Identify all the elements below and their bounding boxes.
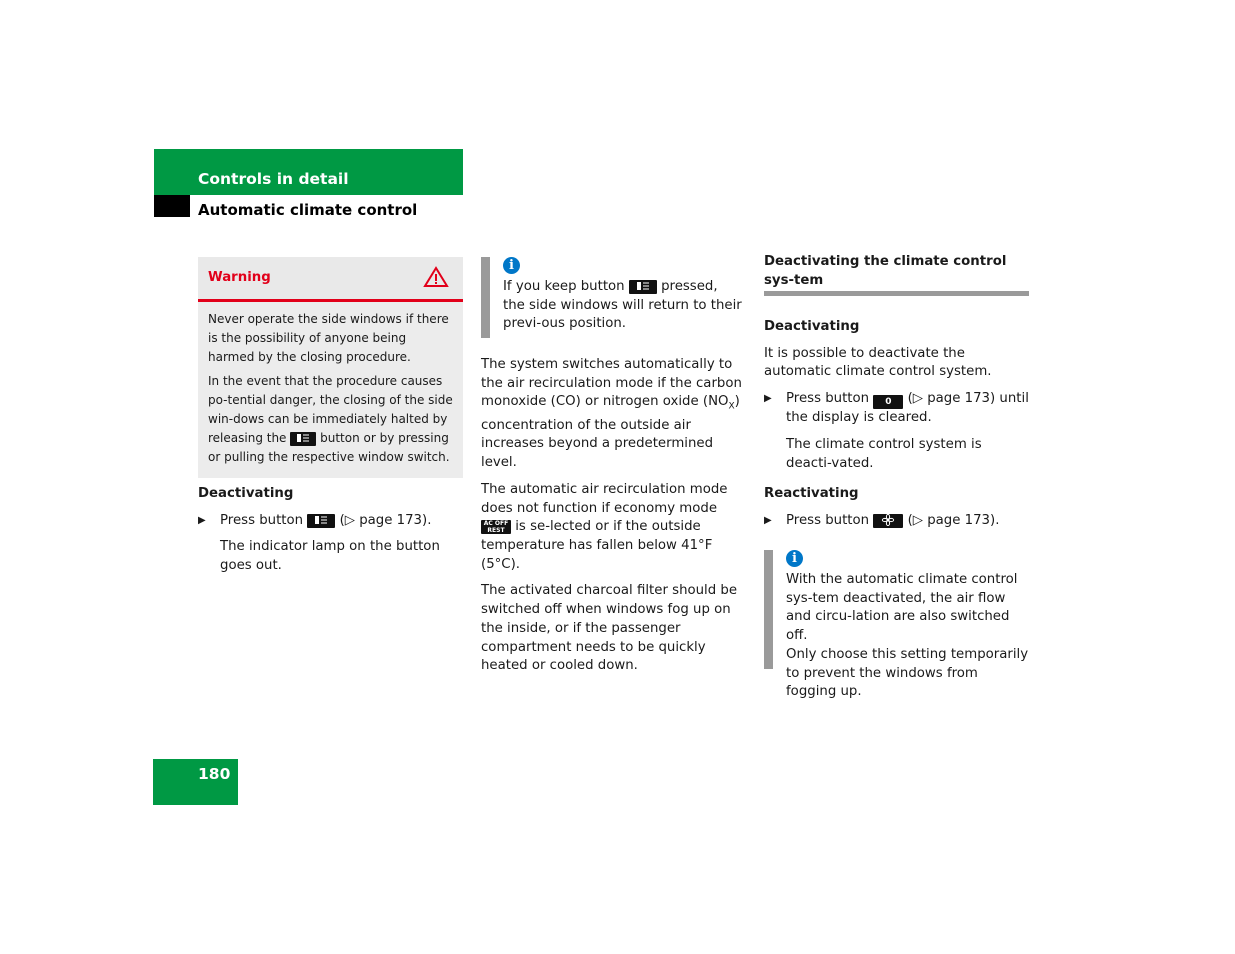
fan-button-icon [873, 514, 903, 528]
middle-column [481, 356, 746, 684]
section-title: Controls in detail [198, 170, 349, 188]
info-box [764, 550, 1029, 700]
right-section-title: Deactivating the climate control sys-tem [764, 254, 1007, 288]
warning-title: Warning [208, 270, 271, 285]
subsection-title: Automatic climate control [198, 201, 418, 219]
step-item [198, 512, 463, 531]
deactivating-heading: Deactivating [764, 319, 860, 334]
step-result: The climate control system is deacti-vated. [786, 436, 982, 471]
info-box [481, 257, 743, 338]
step-item: ▶ Press button (▷ page 173). [764, 512, 1029, 531]
warning-text: button or by pressing or pulling the respective window switch. [208, 430, 450, 464]
step-result: The indicator lamp on the button goes out. [220, 539, 440, 574]
page-reference: (▷ page 173). [339, 512, 432, 528]
right-column-body [764, 318, 1029, 539]
info-icon: i [503, 257, 520, 274]
paragraph: It is possible to deactivate the automatic climate control system. [764, 345, 992, 380]
step-item: ▶ Press button 0 (▷ page 173) until the display is cleared. [764, 391, 1029, 426]
warning-paragraph: Never operate the side windows if there is the possibility of anyone being harmed by the closing procedure. [208, 312, 449, 364]
deactivating-heading: Deactivating [198, 486, 294, 501]
right-column [764, 253, 1029, 290]
info-text: If you keep button pressed, the side windows will return to their previ-ous position. [503, 279, 742, 332]
window-button-icon [629, 280, 657, 294]
info-icon: i [786, 550, 803, 567]
warning-header [198, 257, 463, 302]
warning-body [198, 302, 463, 478]
window-button-icon [307, 514, 335, 528]
bullet-arrow-icon: ▶ [198, 514, 206, 526]
info-text: With the automatic climate control sys-tem deactivated, the air flow and circu-lation are also switched off. Only choose this setting temporarily to prevent the windows from fogging up. [786, 572, 1029, 700]
subsection-marker [154, 195, 190, 217]
step-text: Press button [220, 512, 304, 528]
bullet-arrow-icon: ▶ [764, 393, 772, 405]
zero-button-icon: 0 [873, 395, 903, 409]
section-rule [764, 291, 1029, 296]
paragraph: The automatic air recirculation mode does not function if economy mode AC OFF REST is se-lected or if the outside temperature has fallen below 41°F (5°C). [481, 481, 728, 572]
warning-triangle-icon [423, 266, 449, 292]
warning-paragraph [208, 372, 453, 466]
reactivating-heading: Reactivating [764, 486, 859, 502]
paragraph: The activated charcoal filter should be switched off when windows fog up on the inside, or if the passenger compartment needs to be quickly heated or cooled down. [481, 583, 738, 674]
ac-off-button-icon: AC OFF REST [481, 520, 511, 534]
paragraph: The system switches automatically to the air recirculation mode if the carbon monoxide (CO) or nitrogen oxide $(NO_X)$ concentration of the outside air increases beyond a predetermined level. [481, 357, 742, 471]
page-number: 180 [198, 765, 231, 783]
bullet-arrow-icon: ▶ [764, 514, 772, 526]
warning-box [198, 257, 463, 478]
left-column [198, 485, 463, 584]
warning-text: In the event that the procedure causes po-tential danger, the closing of the side win-dows can be immediately halted by releasing the [208, 374, 453, 445]
window-button-icon [290, 432, 316, 446]
